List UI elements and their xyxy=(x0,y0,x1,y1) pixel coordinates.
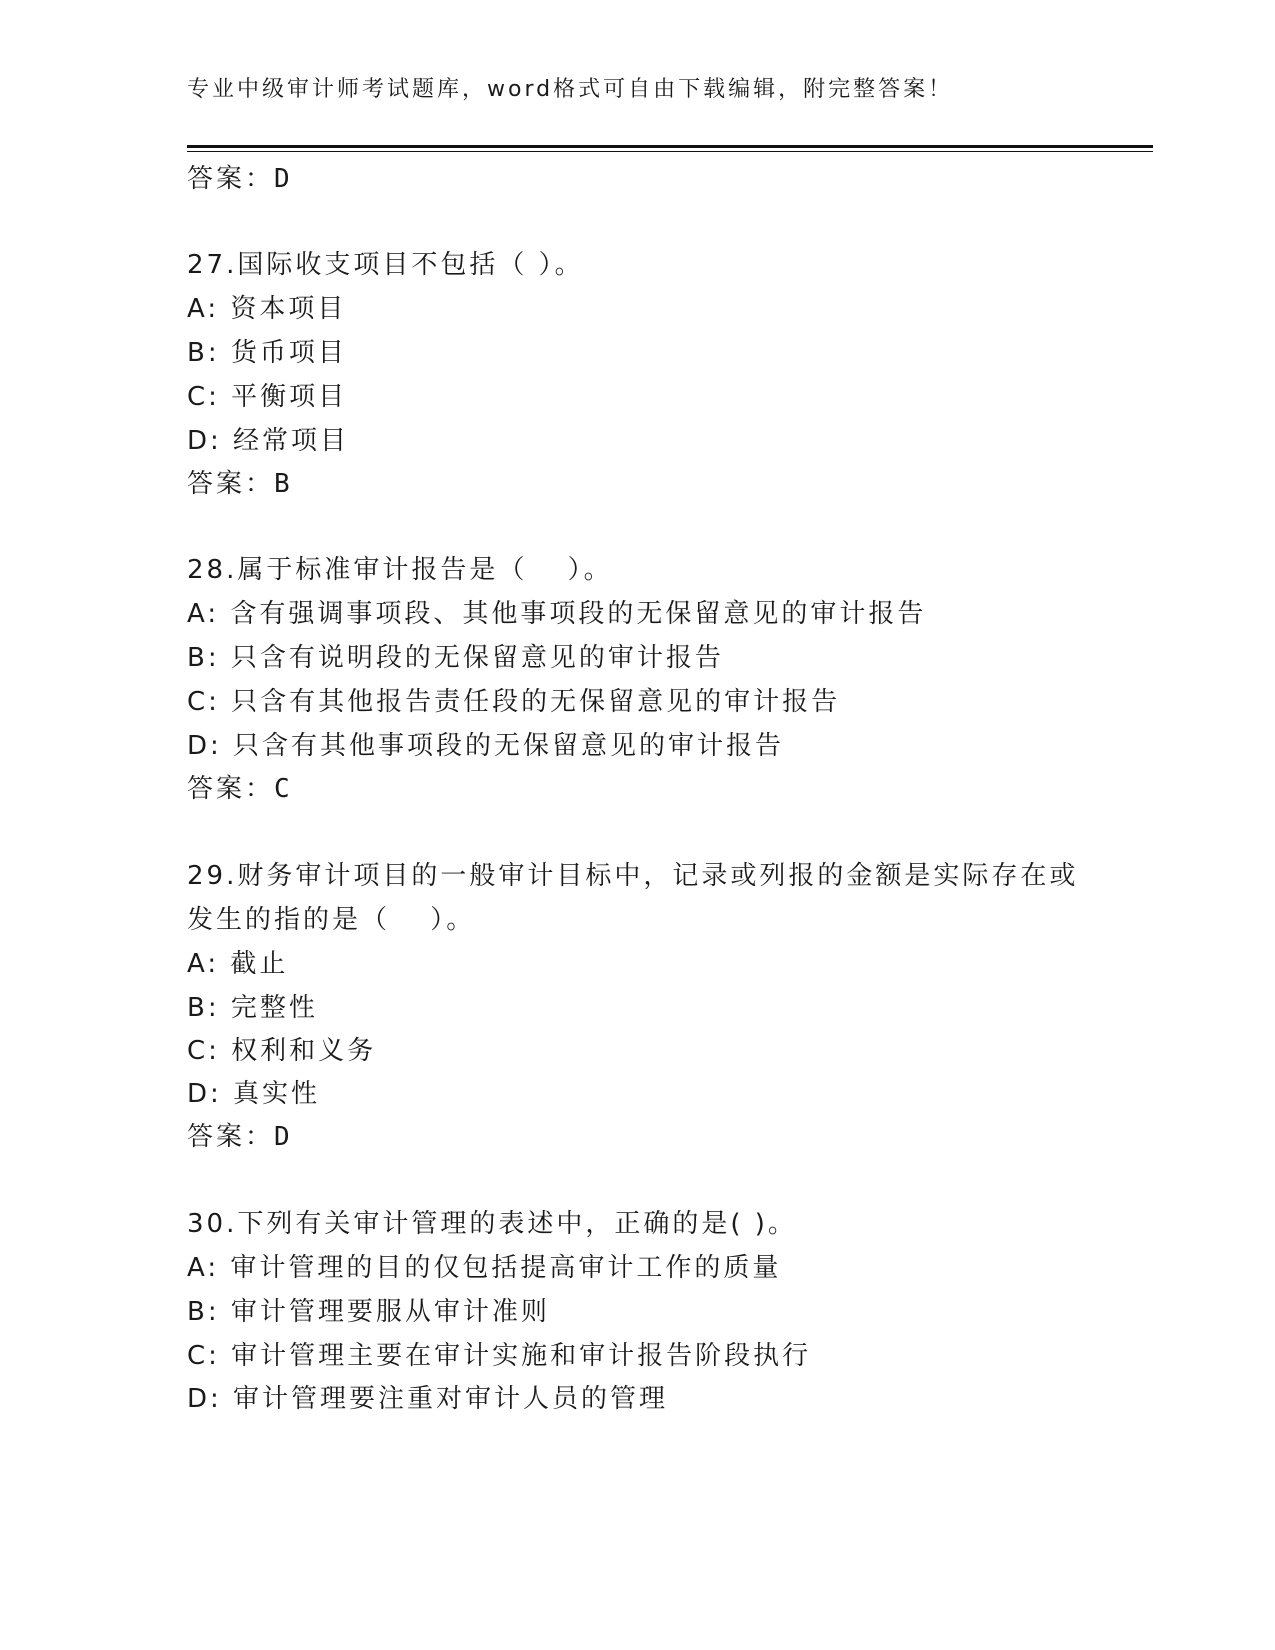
answer-value: B xyxy=(274,469,293,499)
option-a: A: 截止 xyxy=(187,949,289,979)
answer-prefix: 答案： xyxy=(187,469,275,499)
answer-line xyxy=(187,463,293,500)
option-d: D: 只含有其他事项段的无保留意见的审计报告 xyxy=(187,731,785,761)
option-d: D: 审计管理要注重对审计人员的管理 xyxy=(187,1384,669,1414)
question-stem-line-2: 发生的指的是（ ）。 xyxy=(187,905,476,935)
option-b: B: 完整性 xyxy=(187,993,318,1023)
question-stem: 27.国际收支项目不包括（ ）。 xyxy=(187,250,584,280)
option-d: D: 真实性 xyxy=(187,1079,321,1109)
option-b: B: 只含有说明段的无保留意见的审计报告 xyxy=(187,643,724,673)
answer-value: D xyxy=(274,1122,293,1152)
option-d: D: 经常项目 xyxy=(187,426,350,456)
answer-line xyxy=(187,1116,293,1153)
answer-line xyxy=(187,158,293,195)
option-c: C: 权利和义务 xyxy=(187,1036,377,1066)
answer-prefix: 答案： xyxy=(187,1122,275,1152)
question-stem-line-1: 29.财务审计项目的一般审计目标中，记录或列报的金额是实际存在或 xyxy=(187,861,1079,891)
answer-line xyxy=(187,768,293,805)
page-header: 专业中级审计师考试题库，word格式可自由下载编辑，附完整答案！ xyxy=(187,77,954,102)
answer-value: D xyxy=(274,164,293,194)
option-a: A: 含有强调事项段、其他事项段的无保留意见的审计报告 xyxy=(187,599,927,629)
option-a: A: 审计管理的目的仅包括提高审计工作的质量 xyxy=(187,1253,782,1283)
option-c: C: 审计管理主要在审计实施和审计报告阶段执行 xyxy=(187,1341,812,1371)
option-b: B: 货币项目 xyxy=(187,338,347,368)
answer-prefix: 答案： xyxy=(187,774,275,804)
question-stem: 28.属于标准审计报告是（ ）。 xyxy=(187,555,613,585)
option-b: B: 审计管理要服从审计准则 xyxy=(187,1297,550,1327)
option-c: C: 只含有其他报告责任段的无保留意见的审计报告 xyxy=(187,687,841,717)
answer-value: C xyxy=(274,774,293,804)
option-a: A: 资本项目 xyxy=(187,294,347,324)
header-rule-thin xyxy=(187,151,1153,152)
question-stem: 30.下列有关审计管理的表述中，正确的是( )。 xyxy=(187,1209,797,1239)
header-rule-thick xyxy=(187,145,1153,148)
option-c: C: 平衡项目 xyxy=(187,382,348,412)
answer-prefix: 答案： xyxy=(187,164,275,194)
